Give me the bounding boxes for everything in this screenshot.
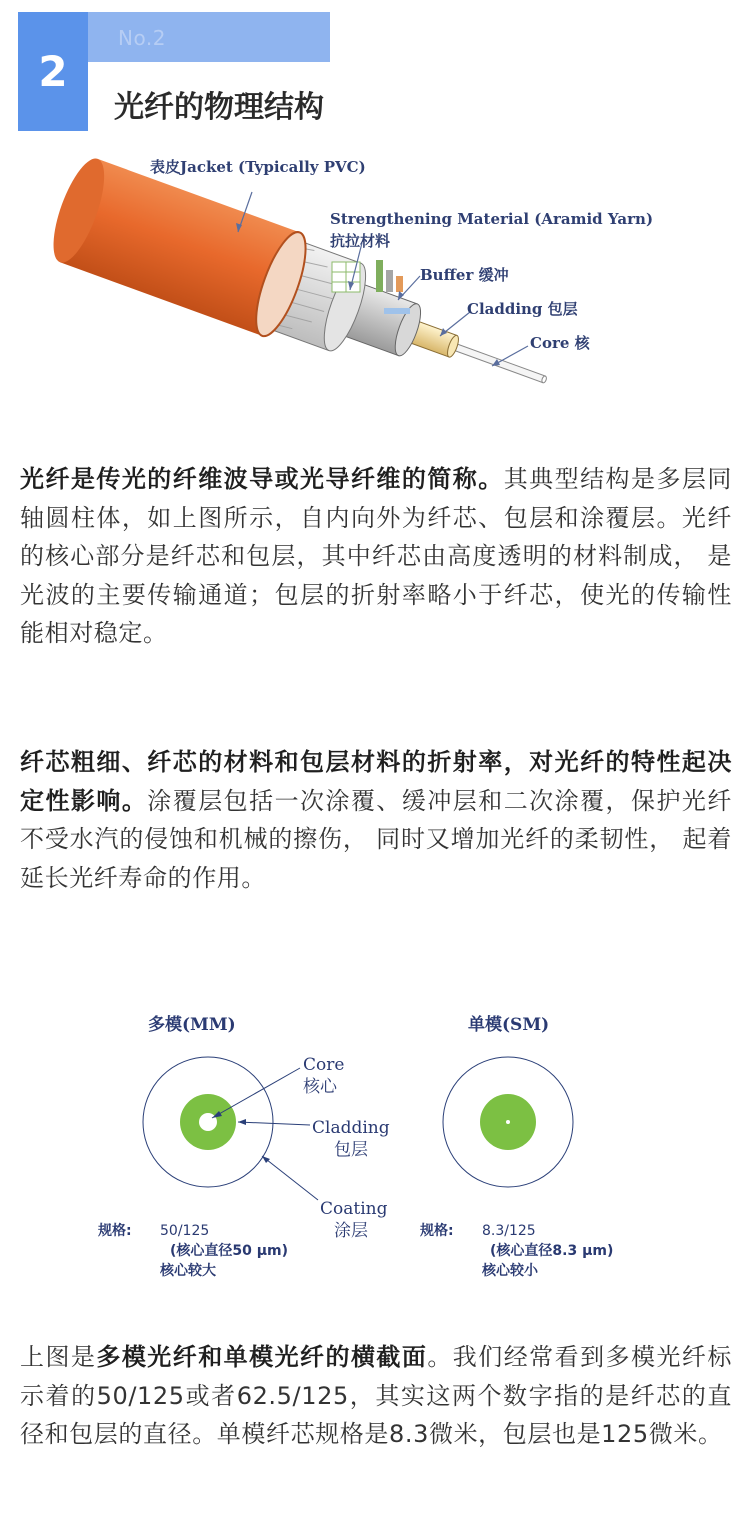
multimode-spec-desc: 核心较大 <box>160 1263 216 1279</box>
fiber-cable-diagram <box>0 140 750 430</box>
cladding-en-label: Cladding <box>312 1118 390 1138</box>
paragraph-fiber-properties <box>20 743 732 897</box>
singlemode-title: 单模(SM) <box>468 1015 550 1035</box>
singlemode-spec-value: 8.3/125 <box>482 1223 536 1239</box>
strength-material-cn-label: 抗拉材料 <box>330 232 391 250</box>
paragraph-cross-section-text: 。我们经常看到多模光纤标示着的50/125或者62.5/125，其实这两个数字指的是纤芯的直径和包层的直径。单模纤芯规格是8.3微米，包层也是125微米。 <box>20 1343 732 1448</box>
paragraph-fiber-properties-bold: 纤芯粗细、纤芯的材料和包层材料的折射率，对光纤的特性起决定性影响。 <box>20 748 732 815</box>
paragraph-fiber-definition <box>20 460 732 653</box>
multimode-spec-note: (核心直径50 μm) <box>170 1243 289 1259</box>
fiber-cross-section-diagram <box>0 1000 750 1300</box>
section-number-label: No.2 <box>118 26 166 50</box>
multimode-title: 多模(MM) <box>148 1015 236 1035</box>
jacket-label: 表皮Jacket (Typically PVC) <box>150 158 366 176</box>
singlemode-fiber-section <box>443 1057 573 1187</box>
core-label: Core 核 <box>530 334 590 352</box>
core-cn-label: 核心 <box>303 1077 337 1097</box>
strength-material-label: Strengthening Material (Aramid Yarn) <box>330 210 654 228</box>
paragraph-cross-section-pre: 上图是 <box>20 1343 97 1371</box>
core-en-label: Core <box>303 1055 345 1075</box>
singlemode-spec-note: (核心直径8.3 μm) <box>490 1243 614 1259</box>
paragraph-cross-section-bold: 多模光纤和单模光纤的横截面 <box>96 1343 428 1371</box>
singlemode-spec-desc: 核心较小 <box>482 1263 538 1279</box>
buffer-label: Buffer 缓冲 <box>420 266 509 284</box>
multimode-fiber-section <box>143 1057 273 1187</box>
paragraph-fiber-properties-text: 涂覆层包括一次涂覆、缓冲层和二次涂覆，保护光纤不受水汽的侵蚀和机械的擦伤， 同时又增加光纤的柔韧性， 起着延长光纤寿命的作用。 <box>20 786 732 892</box>
paragraph-fiber-definition-bold: 光纤是传光的纤维波导或光导纤维的简称。 <box>20 465 504 493</box>
coating-cn-label: 涂层 <box>334 1221 368 1241</box>
singlemode-spec-label: 规格: <box>420 1223 454 1239</box>
paragraph-fiber-definition-text: 其典型结构是多层同轴圆柱体，如上图所示，自内向外为纤芯、包层和涂覆层。光纤的核心部分是纤芯和包层，其中纤芯由高度透明的材料制成， 是光波的主要传输通道；包层的折射率略小于纤芯，使光的传输性能相对稳定。 <box>20 465 732 647</box>
cladding-label: Cladding 包层 <box>467 300 578 318</box>
multimode-spec-label: 规格: <box>98 1223 132 1239</box>
coating-en-label: Coating <box>320 1199 388 1219</box>
paragraph-cross-section <box>20 1338 732 1454</box>
section-number-badge: 2 <box>18 12 88 131</box>
multimode-spec-value: 50/125 <box>160 1223 210 1239</box>
section-title: 光纤的物理结构 <box>114 90 324 125</box>
cladding-cn-label: 包层 <box>334 1140 368 1160</box>
